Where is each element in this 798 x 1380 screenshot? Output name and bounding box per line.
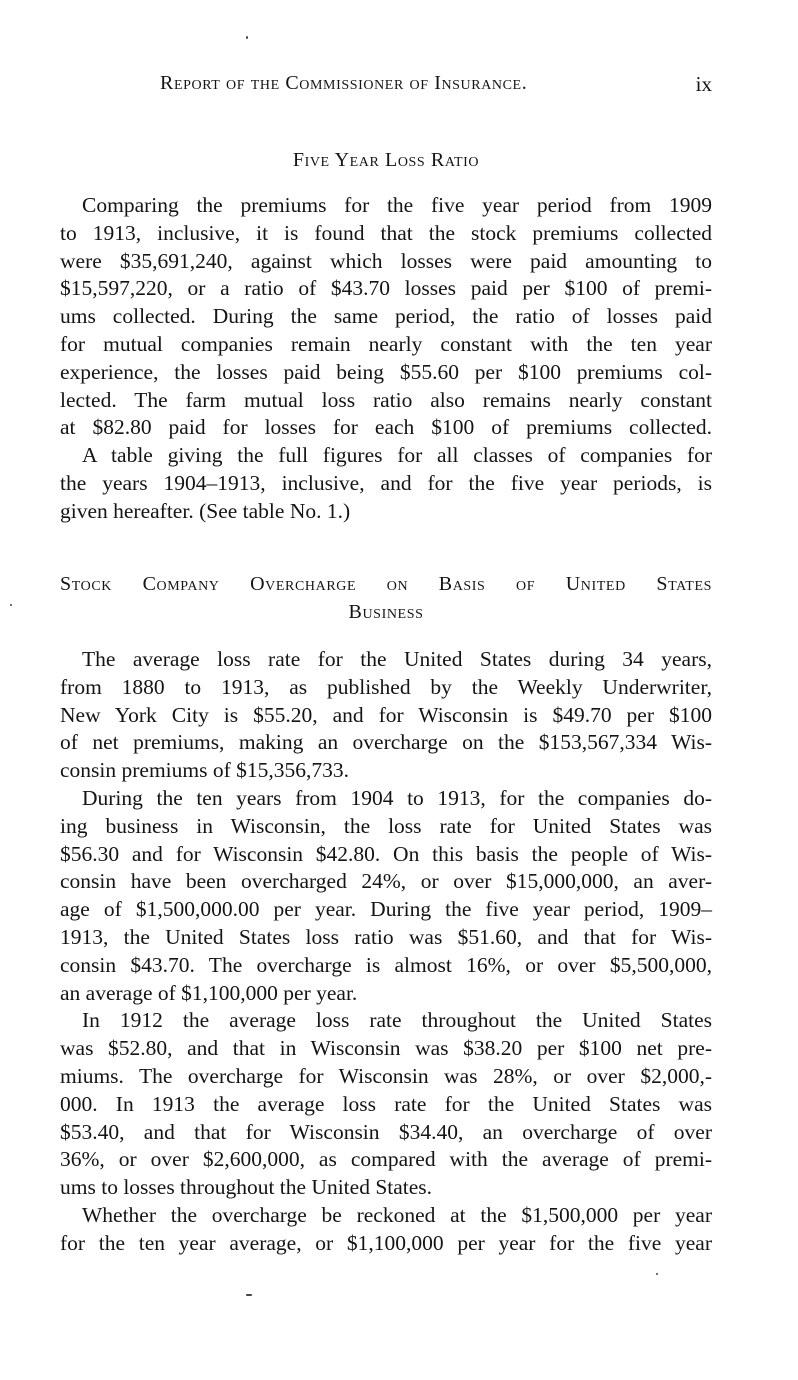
text-line: Comparing the premiums for the five year period from 1909 bbox=[82, 193, 712, 217]
heading-line: Stock Company Overcharge on Basis of United States bbox=[60, 573, 712, 595]
paragraph bbox=[60, 192, 712, 442]
scan-speck bbox=[246, 1294, 252, 1296]
scan-speck bbox=[10, 604, 12, 606]
text-line: New York City is $55.20, and for Wisconsin is $49.70 per $100 bbox=[60, 702, 712, 727]
text-line: Whether the overcharge be reckoned at the $1,500,000 per year bbox=[82, 1202, 712, 1227]
text-line: $15,597,220, or a ratio of $43.70 losses paid per $100 of premi- bbox=[60, 276, 712, 301]
text-line: was $52.80, and that in Wisconsin was $38.20 per $100 net pre- bbox=[60, 1036, 712, 1061]
running-head bbox=[60, 72, 712, 100]
text-line: $56.30 and for Wisconsin $42.80. On this basis the people of Wis- bbox=[60, 841, 712, 866]
paragraph bbox=[60, 1202, 712, 1258]
text-line: for mutual companies remain nearly constant with the ten year bbox=[60, 331, 712, 356]
text-line: to 1913, inclusive, it is found that the stock premiums collected bbox=[60, 220, 712, 245]
paragraph bbox=[60, 442, 712, 525]
text-line: age of $1,500,000.00 per year. During the five year period, 1909– bbox=[60, 897, 712, 922]
text-line: The average loss rate for the United States during 34 years, bbox=[82, 647, 712, 671]
text-line: were $35,691,240, against which losses were paid amounting to bbox=[60, 248, 712, 273]
text-line: at $82.80 paid for losses for each $100 of premiums collected. bbox=[60, 415, 712, 440]
text-line: of net premiums, making an overcharge on the $153,567,334 Wis- bbox=[60, 730, 712, 755]
scan-speck bbox=[246, 36, 248, 39]
text-line: consin $43.70. The overcharge is almost 16%, or over $5,500,000, bbox=[60, 952, 712, 977]
section-heading-stock-company-overcharge bbox=[60, 570, 712, 626]
text-line: 1913, the United States loss ratio was $51.60, and that for Wis- bbox=[60, 924, 712, 949]
text-line: ing business in Wisconsin, the loss rate for United States was bbox=[60, 813, 712, 838]
paragraph bbox=[60, 785, 712, 1007]
text-line: consin have been overcharged 24%, or over $15,000,000, an aver- bbox=[60, 869, 712, 894]
text-line: consin premiums of $15,356,733. bbox=[60, 758, 350, 783]
text-line: ums collected. During the same period, the ratio of losses paid bbox=[60, 304, 712, 329]
running-title: Report of the Commissioner of Insurance. bbox=[160, 72, 528, 94]
heading-line: Business bbox=[348, 601, 424, 623]
text-line: During the ten years from 1904 to 1913, for the companies do- bbox=[82, 785, 712, 810]
text-line: for the ten year average, or $1,100,000 per year for the five year bbox=[60, 1230, 712, 1255]
text-line: 000. In 1913 the average loss rate for the United States was bbox=[60, 1091, 712, 1116]
section-body-stock-company-overcharge bbox=[60, 646, 712, 1258]
scan-speck bbox=[656, 1273, 658, 1275]
text-line: In 1912 the average loss rate throughout the United States bbox=[82, 1008, 712, 1033]
text-line: the years 1904–1913, inclusive, and for the five year periods, is bbox=[60, 470, 712, 495]
text-line: experience, the losses paid being $55.60 per $100 premiums col- bbox=[60, 359, 712, 384]
text-line: given hereafter. (See table No. 1.) bbox=[60, 498, 351, 523]
text-line: 36%, or over $2,600,000, as compared with the average of premi- bbox=[60, 1147, 712, 1172]
text-line: lected. The farm mutual loss ratio also remains nearly constant bbox=[60, 387, 712, 412]
section-heading-five-year-loss-ratio: Five Year Loss Ratio bbox=[292, 149, 480, 171]
section-body-five-year-loss-ratio bbox=[60, 192, 712, 526]
text-line: A table giving the full figures for all classes of companies for bbox=[82, 443, 712, 468]
paragraph bbox=[60, 646, 712, 785]
text-line: from 1880 to 1913, as published by the Weekly Underwriter, bbox=[60, 674, 712, 699]
paragraph bbox=[60, 1007, 712, 1202]
page-number: ix bbox=[695, 72, 712, 96]
text-line: ums to losses throughout the United States. bbox=[60, 1175, 433, 1200]
text-line: miums. The overcharge for Wisconsin was 28%, or over $2,000,- bbox=[60, 1063, 712, 1088]
text-line: an average of $1,100,000 per year. bbox=[60, 980, 358, 1005]
text-line: $53.40, and that for Wisconsin $34.40, an overcharge of over bbox=[60, 1119, 712, 1144]
